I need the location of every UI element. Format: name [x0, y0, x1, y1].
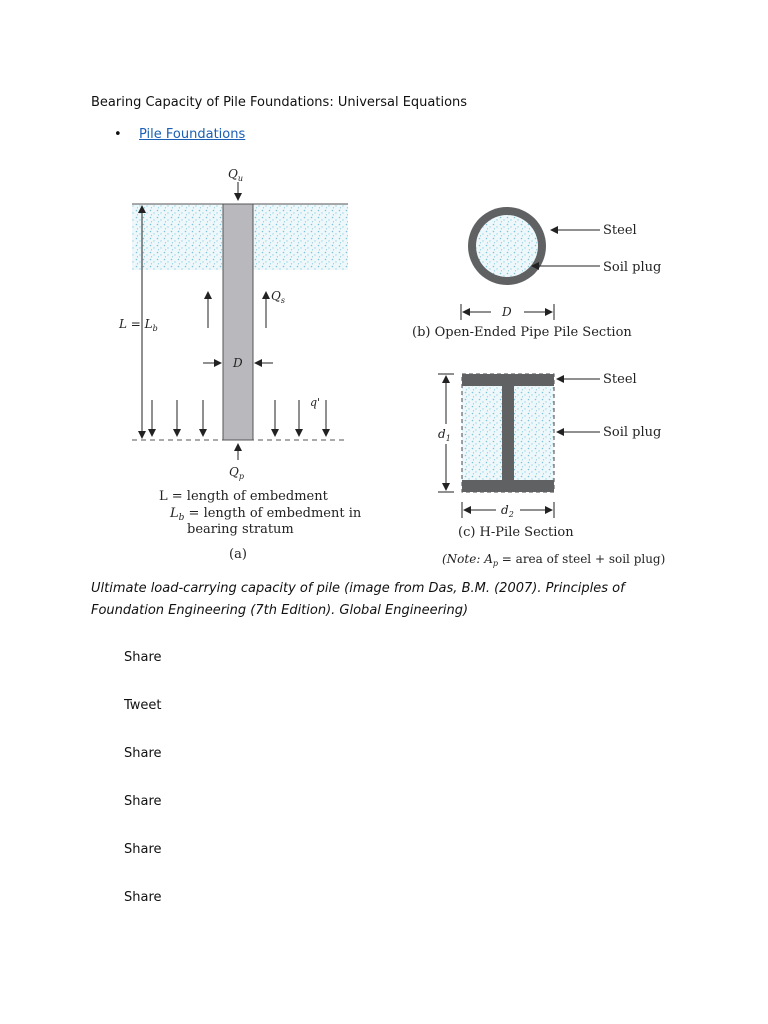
h-height-label: $d_1$ — [438, 427, 451, 443]
pile-elevation — [118, 167, 362, 562]
pipe-diameter-label: D — [502, 305, 512, 319]
h-pile-caption: (c) H-Pile Section — [458, 525, 574, 540]
share-button-2[interactable]: Share — [124, 746, 162, 761]
h-pile-top-flange — [462, 374, 554, 386]
pile-foundations-link[interactable]: Pile Foundations — [139, 127, 246, 142]
pile-diagram-svg — [100, 160, 680, 570]
h-pile-section — [438, 372, 665, 568]
area-note: (Note: $A_p$ = area of steel + soil plug) — [442, 552, 666, 568]
qs-label: $Q_s$ — [271, 289, 285, 305]
legend-line-1: L = length of embedment — [159, 489, 328, 504]
h-width-label: $d_2$ — [501, 503, 514, 519]
tweet-button[interactable]: Tweet — [124, 698, 162, 713]
pipe-soil-plug-label: Soil plug — [603, 260, 662, 275]
qu-label: $Q_u$ — [228, 167, 243, 183]
h-steel-label: Steel — [603, 372, 637, 387]
share-button-3[interactable]: Share — [124, 794, 162, 809]
length-label: $L = L_b$ — [119, 317, 158, 333]
share-button-4[interactable]: Share — [124, 842, 162, 857]
part-a-label: (a) — [229, 547, 247, 562]
legend-line-2: $L_b$ = length of embedment in — [170, 506, 362, 523]
document-title: Bearing Capacity of Pile Foundations: Universal Equations — [91, 95, 468, 110]
pile-diameter-label: D — [233, 356, 243, 370]
pile-shaft — [223, 204, 253, 440]
pipe-soil-plug — [476, 215, 538, 277]
bullet-point: • — [114, 127, 122, 142]
share-button-1[interactable]: Share — [124, 650, 162, 665]
legend-line-3: bearing stratum — [187, 522, 294, 537]
pile-capacity-figure — [100, 160, 680, 570]
pipe-caption: (b) Open-Ended Pipe Pile Section — [412, 325, 632, 340]
pipe-steel-label: Steel — [603, 223, 637, 238]
h-pile-bottom-flange — [462, 480, 554, 492]
qp-label: $Q_p$ — [229, 465, 244, 481]
figure-caption: Ultimate load-carrying capacity of pile (image from Das, B.M. (2007). Principles of Foundation Engineering (7th Edition). Global Engineering) — [91, 581, 625, 618]
h-pile-web — [502, 386, 514, 480]
stress-label: q' — [310, 396, 321, 409]
h-soil-plug-label: Soil plug — [603, 425, 662, 440]
pipe-pile-section — [412, 207, 661, 340]
share-button-5[interactable]: Share — [124, 890, 162, 905]
